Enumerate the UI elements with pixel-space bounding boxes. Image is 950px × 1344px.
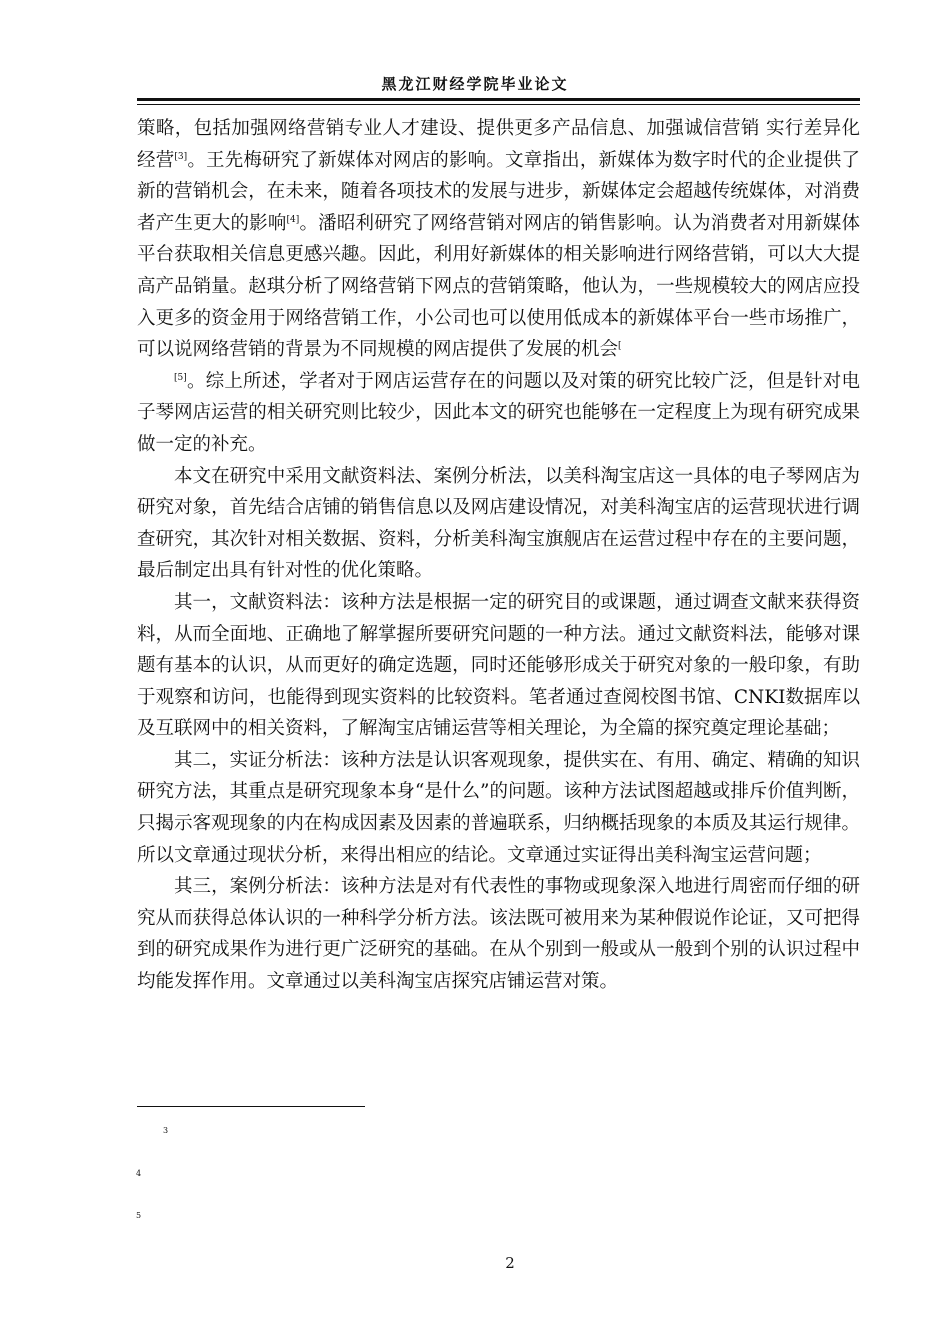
footnote-mark-3: 3	[163, 1126, 169, 1135]
paragraph	[137, 113, 860, 366]
paragraph	[137, 745, 860, 871]
citation-marker: [4]	[286, 214, 300, 225]
citation-marker: [3]	[174, 151, 188, 162]
paragraph-text: 。潘昭利研究了网络营销对网店的销售影响。认为消费者对用新媒体平台获取相关信息更感兴趣。因此，利用好新媒体的相关影响进行网络营销，可以大大提高产品销量。赵琪分析了网络营销下网点的营销策略，他认为，一些规模较大的网店应投入更多的资金用于网络营销工作，小公司也可以使用低成本的新媒体平台一些市场推广，可以说网络营销的背景为不同规模的网店提供了发展的机会	[137, 212, 860, 361]
page-number: 2	[505, 1254, 515, 1272]
footnote-mark-4: 4	[136, 1169, 142, 1178]
header-rule-thick	[137, 98, 860, 101]
paragraph	[137, 461, 860, 587]
citation-marker: [	[618, 341, 622, 351]
paragraph-text: 其三，案例分析法：该种方法是对有代表性的事物或现象深入地进行周密而仔细的研究从而获得总体认识的一种科学分析方法。该法既可被用来为某种假说作论证，又可把得到的研究成果作为进行更广泛研究的基础。在从个别到一般或从一般到个别的认识过程中均能发挥作用。文章通过以美科淘宝店探究店铺运营对策。	[137, 876, 860, 993]
paragraph	[137, 871, 860, 997]
paragraph-text: 。王先梅研究了新媒体对网店的影响。文章指出，新媒体为数字时代的企业提供了新的营销机会，在未来，随着各项技术的发展与进步，新媒体定会超越传统媒体，对消费者产生更大的影响	[137, 149, 860, 234]
paragraph-text: 。综上所述，学者对于网店运营存在的问题以及对策的研究比较广泛，但是针对电子琴网店运营的相关研究则比较少，因此本文的研究也能够在一定程度上为现有研究成果做一定的补充。	[137, 370, 860, 455]
paragraph	[137, 366, 860, 461]
body-text	[137, 113, 860, 998]
footnote-mark-5: 5	[136, 1211, 142, 1220]
paragraph-text: 本文在研究中采用文献资料法、案例分析法，以美科淘宝店这一具体的电子琴网店为研究对象，首先结合店铺的销售信息以及网店建设情况，对美科淘宝店的运营现状进行调查研究，其次针对相关数据、资料，分析美科淘宝旗舰店在运营过程中存在的主要问题，最后制定出具有针对性的优化策略。	[137, 465, 860, 582]
paragraph-text: 其二，实证分析法：该种方法是认识客观现象，提供实在、有用、确定、精确的知识研究方法，其重点是研究现象本身“是什么”的问题。该种方法试图超越或排斥价值判断，只揭示客观现象的内在构成因素及因素的普遍联系，归纳概括现象的本质及其运行规律。所以文章通过现状分析，来得出相应的结论。文章通过实证得出美科淘宝运营问题；	[137, 749, 860, 866]
citation-marker: [5]	[174, 372, 187, 383]
running-header-title: 黑龙江财经学院毕业论文	[381, 75, 569, 93]
header-rule-thin	[137, 104, 860, 105]
paragraph-text: 其一，文献资料法：该种方法是根据一定的研究目的或课题，通过调查文献来获得资料，从而全面地、正确地了解掌握所要研究问题的一种方法。通过文献资料法，能够对课题有基本的认识，从而更好的确定选题，同时还能够形成关于研究对象的一般印象，有助于观察和访问，也能得到现实资料的比较资料。笔者通过查阅校图书馆、CNKI数据库以及互联网中的相关资料，了解淘宝店铺运营等相关理论，为全篇的探究奠定理论基础；	[137, 591, 860, 740]
footnote-separator	[137, 1106, 365, 1107]
paragraph	[137, 587, 860, 745]
paragraph-text: 策略，包括加强网络营销专业人才建设、提供更多产品信息、加强诚信营销 实行差异化经营	[137, 118, 860, 171]
